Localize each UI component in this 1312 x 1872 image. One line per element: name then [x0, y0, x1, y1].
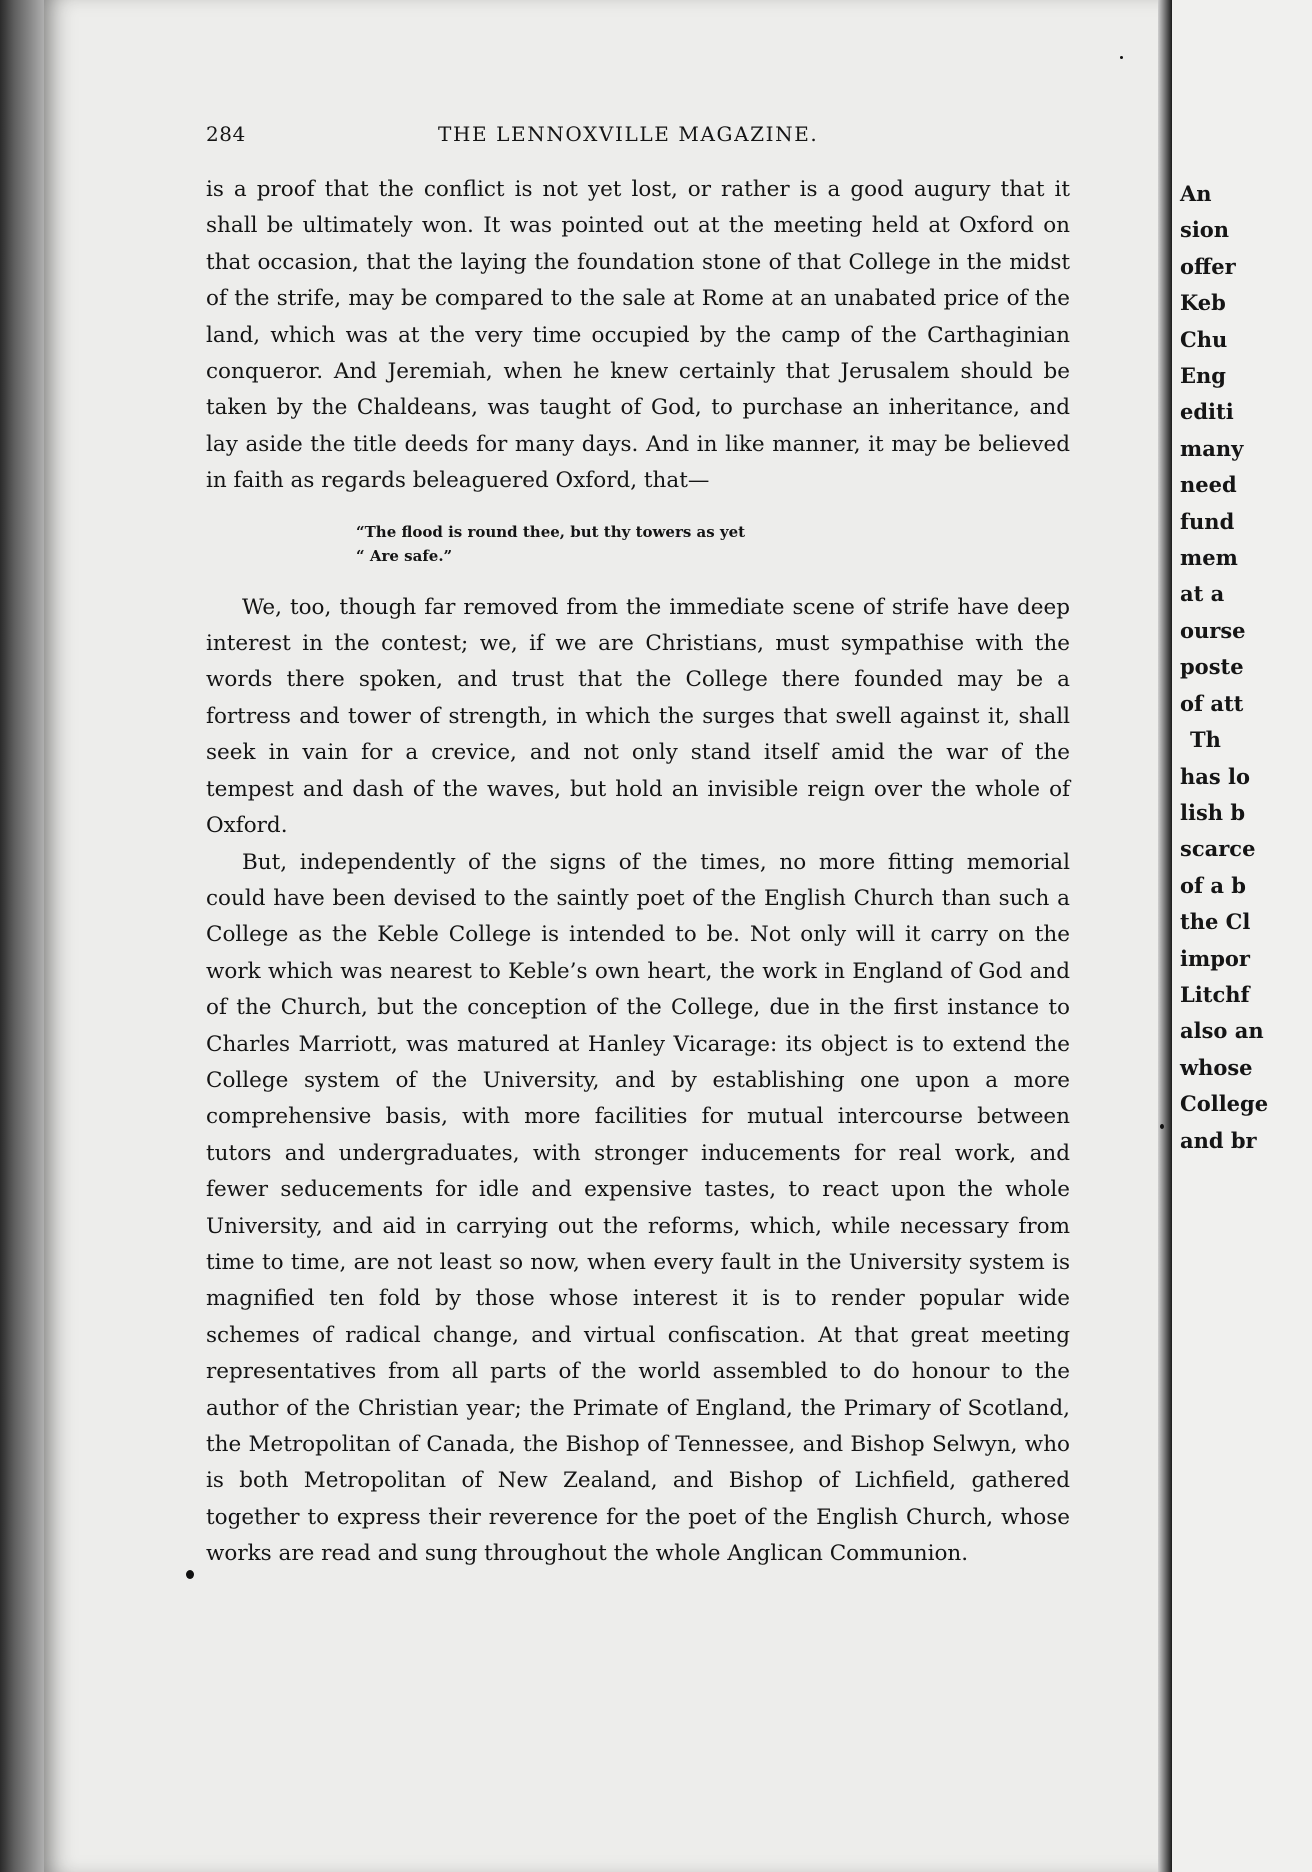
facing-line: Litchf [1180, 981, 1250, 1007]
running-head [206, 122, 1076, 156]
facing-line: offer [1180, 253, 1236, 279]
facing-line: scarce [1180, 836, 1256, 862]
facing-line: impor [1180, 945, 1250, 971]
facing-line: Th [1190, 727, 1221, 753]
facing-line: many [1180, 435, 1244, 461]
facing-line: ourse [1180, 617, 1246, 643]
facing-line: of a b [1180, 872, 1246, 898]
facing-line: has lo [1180, 763, 1250, 789]
verse-quote [356, 520, 1070, 568]
facing-line: whose [1180, 1054, 1253, 1080]
facing-line: need [1180, 472, 1237, 498]
facing-line: Keb [1180, 290, 1226, 316]
facing-line: the Cl [1180, 909, 1251, 935]
facing-line: fund [1180, 508, 1235, 534]
verse-line-1: “The flood is round thee, but thy towers as yet [356, 522, 746, 541]
facing-line: sion [1180, 217, 1230, 243]
ink-speck [1120, 56, 1123, 59]
facing-page-text [1180, 176, 1312, 1159]
article-body [206, 172, 1070, 1573]
facing-line: mem [1180, 545, 1238, 571]
facing-line: Chu [1180, 326, 1228, 352]
page-gutter [1158, 0, 1172, 1872]
facing-line: lish b [1180, 799, 1246, 825]
ink-speck [1160, 1124, 1164, 1129]
facing-line: An [1180, 181, 1212, 206]
paragraph-1: is a proof that the conflict is not yet lost, or rather is a good augury that it shall be ultimately won. It was pointed out at the meeting held at Oxford on that occasion, that the laying the foundation stone of that College in the midst of the strife, may be compared to the sale at Rome at an unabated price of the land, which was at the very time occupied by the camp of the Carthaginian conqueror. And Jeremiah, when he knew certainly that Jerusalem should be taken by the Chaldeans, was taught of God, to purchase an inheritance, and lay aside the title deeds for many days. And in like manner, it may be believed in faith as regards beleaguered Oxford, that— [206, 177, 1070, 494]
verse-line-2: “ Are safe.” [356, 546, 453, 565]
facing-line: of att [1180, 690, 1244, 716]
paragraph-3: But, independently of the signs of the times, no more fitting memorial could have been devised to the saintly poet of the English Church than such a College as the Keble College is intended to be. Not only will it carry on the work which was nearest to Keble’s own heart, the work in England of God and of the Church, but the conception of the College, due in the first instance to Charles Marriott, was matured at Hanley Vicarage: its object is to extend the College system of the University, and by establishing one upon a more comprehensive basis, with more facilities for mutual intercourse between tutors and undergraduates, with stronger inducements for real work, and fewer seducements for idle and expensive tastes, to react upon the whole University, and aid in carrying out the reforms, which, while necessary from time to time, are not least so now, when every fault in the University system is magnified ten fold by those whose interest it is to render popular wide schemes of radical change, and virtual confiscation. At that great meeting representatives from all parts of the world assembled to do honour to the author of the Christian year; the Primate of England, the Primary of Scotland, the Metropolitan of Canada, the Bishop of Tennessee, and Bishop Selwyn, who is both Metropolitan of New Zealand, and Bishop of Lichfield, gathered together to express their reverence for the poet of the English Church, whose works are read and sung throughout the whole Anglican Communion. [206, 849, 1070, 1567]
facing-line: also an [1180, 1018, 1264, 1044]
facing-line: and br [1180, 1127, 1257, 1153]
page-number: 284 [206, 122, 246, 146]
facing-line: poste [1180, 654, 1244, 680]
facing-line: at a [1180, 581, 1225, 607]
running-title: THE LENNOXVILLE MAGAZINE. [438, 122, 819, 146]
facing-line: editi [1180, 399, 1234, 425]
facing-line: Eng [1180, 363, 1226, 389]
facing-line: College [1180, 1091, 1269, 1117]
ink-speck [186, 1570, 194, 1579]
paragraph-2: We, too, though far removed from the immediate scene of strife have deep interest in the contest; we, if we are Christians, must sympathise with the words there spoken, and trust that the College there founded may be a fortress and tower of strength, in which the surges that swell against it, shall seek in vain for a crevice, and not only stand itself amid the war of the tempest and dash of the waves, but hold an invisible reign over the whole of Oxford. [206, 594, 1070, 839]
